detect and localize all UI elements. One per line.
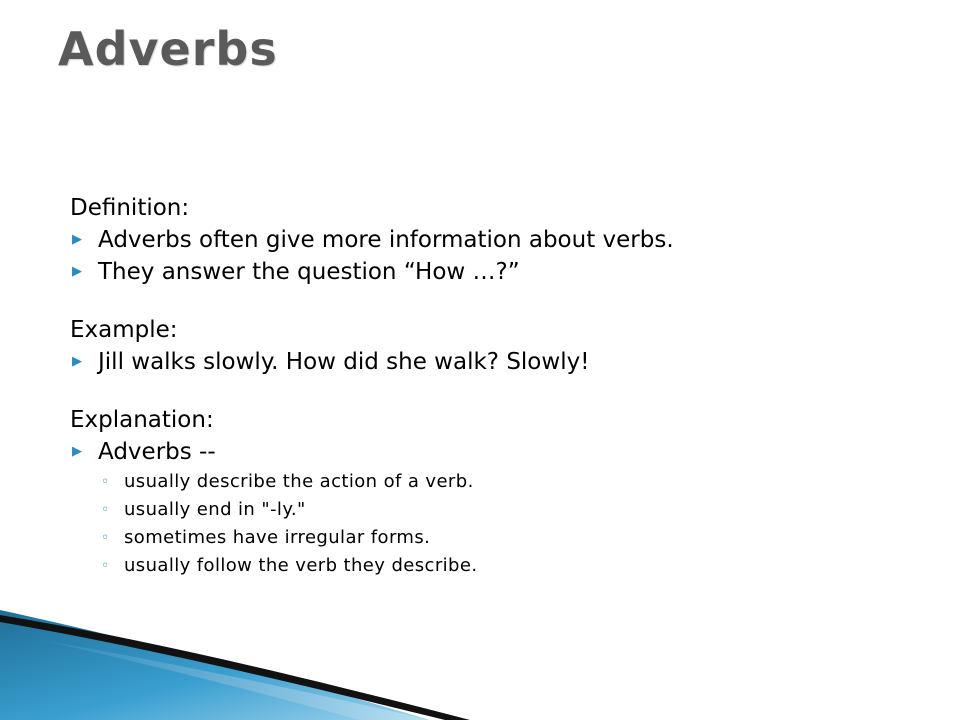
sub-bullet-text: usually describe the action of a verb. — [124, 471, 474, 492]
hollow-circle-icon: ◦ — [101, 530, 110, 546]
example-heading: Example: — [70, 317, 178, 343]
triangle-right-icon: ▶ — [72, 444, 82, 459]
hollow-circle-icon: ◦ — [101, 558, 110, 574]
example-bullet-1 — [70, 346, 930, 378]
triangle-right-icon: ▶ — [72, 354, 82, 369]
section-spacer — [70, 378, 930, 404]
sub-bullet-text: sometimes have irregular forms. — [124, 527, 431, 548]
section-spacer — [70, 288, 930, 314]
explanation-bullet-text: Adverbs -- — [98, 439, 216, 465]
explanation-sub-bullet-4 — [70, 552, 930, 580]
definition-bullet-text: Adverbs often give more information about verbs. — [98, 227, 674, 253]
explanation-sub-bullet-2 — [70, 496, 930, 524]
blue-swoosh-shape — [0, 610, 430, 720]
definition-bullet-1 — [70, 224, 930, 256]
black-swoosh-stroke — [0, 615, 470, 720]
hollow-circle-icon: ◦ — [101, 474, 110, 490]
triangle-right-icon: ▶ — [72, 264, 82, 279]
sub-bullet-text: usually end in "-ly." — [124, 499, 306, 520]
explanation-sub-bullet-1 — [70, 468, 930, 496]
slide-title: Adverbs — [58, 22, 278, 76]
explanation-heading: Explanation: — [70, 407, 214, 433]
explanation-sub-list — [70, 468, 930, 580]
triangle-right-icon: ▶ — [72, 232, 82, 247]
definition-bullet-text: They answer the question “How …?” — [98, 259, 520, 285]
example-bullet-text: Jill walks slowly. How did she walk? Slowly! — [98, 349, 590, 375]
definition-bullet-2 — [70, 256, 930, 288]
explanation-bullet-1 — [70, 436, 930, 468]
explanation-sub-bullet-3 — [70, 524, 930, 552]
light-blue-swoosh-shape — [40, 640, 430, 720]
hollow-circle-icon: ◦ — [101, 502, 110, 518]
sub-bullet-text: usually follow the verb they describe. — [124, 555, 478, 576]
definition-heading: Definition: — [70, 195, 190, 221]
slide-content — [70, 192, 930, 580]
